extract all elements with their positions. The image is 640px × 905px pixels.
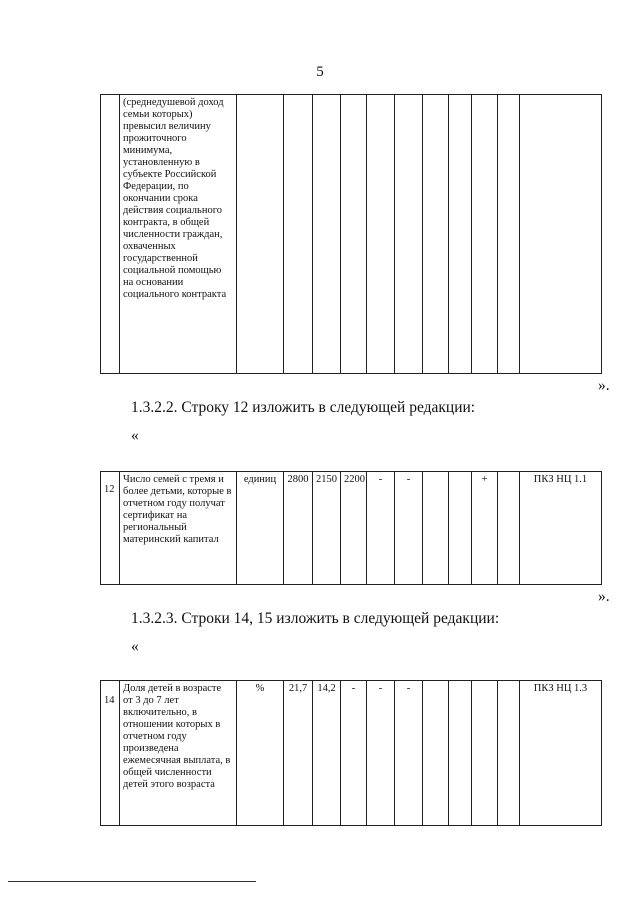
table-cell: - bbox=[341, 681, 367, 826]
table-cell: Доля детей в возрасте от 3 до 7 лет включительно, в отношении которых в отчетном году произведена ежемесячная выплата, в общей численности детей этого возраста bbox=[120, 681, 237, 826]
table-cell: 21,7 bbox=[284, 681, 313, 826]
table-cell bbox=[423, 681, 449, 826]
table-cell bbox=[284, 95, 313, 374]
open-quote: « bbox=[131, 427, 139, 444]
table-cell bbox=[498, 95, 520, 374]
table-cell: единиц bbox=[237, 472, 284, 585]
table-cell bbox=[449, 681, 472, 826]
table-cell: 2800 bbox=[284, 472, 313, 585]
table-cell: % bbox=[237, 681, 284, 826]
table-cell: - bbox=[367, 472, 395, 585]
table-row bbox=[101, 681, 602, 826]
table-cell: 2200 bbox=[341, 472, 367, 585]
table-cell bbox=[395, 95, 423, 374]
table-cell bbox=[472, 95, 498, 374]
table-cell bbox=[449, 472, 472, 585]
close-quote: ». bbox=[598, 377, 610, 394]
close-quote: ». bbox=[598, 588, 610, 605]
page-number: 5 bbox=[316, 64, 324, 80]
row-12-table bbox=[100, 471, 602, 585]
continuation-table bbox=[100, 94, 602, 374]
table-cell bbox=[367, 95, 395, 374]
table-cell bbox=[237, 95, 284, 374]
section-heading: 1.3.2.3. Строки 14, 15 изложить в следующей редакции: bbox=[131, 610, 500, 627]
section-heading: 1.3.2.2. Строку 12 изложить в следующей редакции: bbox=[131, 399, 476, 416]
table-row bbox=[101, 472, 602, 585]
table-cell bbox=[520, 95, 602, 374]
table-cell bbox=[313, 95, 341, 374]
table-cell: + bbox=[472, 472, 498, 585]
table-row bbox=[101, 95, 602, 374]
table-cell bbox=[423, 472, 449, 585]
open-quote: « bbox=[131, 638, 139, 655]
row-14-table bbox=[100, 680, 602, 826]
table-cell: 14,2 bbox=[313, 681, 341, 826]
table-cell: Число семей с тремя и более детьми, которые в отчетном году получат сертификат на региональный материнский капитал bbox=[120, 472, 237, 585]
row-number-cell: 14 bbox=[101, 681, 120, 826]
row-number-cell: 12 bbox=[101, 472, 120, 585]
table-cell bbox=[101, 95, 120, 374]
table-cell: - bbox=[395, 681, 423, 826]
table-cell bbox=[472, 681, 498, 826]
table-cell bbox=[498, 681, 520, 826]
table-cell: - bbox=[395, 472, 423, 585]
table-cell bbox=[341, 95, 367, 374]
footnote-divider bbox=[8, 881, 256, 882]
table-cell bbox=[423, 95, 449, 374]
table-cell bbox=[449, 95, 472, 374]
table-cell: 2150 bbox=[313, 472, 341, 585]
table-cell: ПКЗ НЦ 1.1 bbox=[520, 472, 602, 585]
table-cell: - bbox=[367, 681, 395, 826]
table-cell bbox=[498, 472, 520, 585]
table-cell: ПКЗ НЦ 1.3 bbox=[520, 681, 602, 826]
table-cell: (среднедушевой доход семьи которых) превысил величину прожиточного минимума, установленную в субъекте Российской Федерации, по окончании срока действия социального контракта, в общей численности граждан, охваченных государственной социальной помощью на основании социального контракта bbox=[120, 95, 237, 374]
